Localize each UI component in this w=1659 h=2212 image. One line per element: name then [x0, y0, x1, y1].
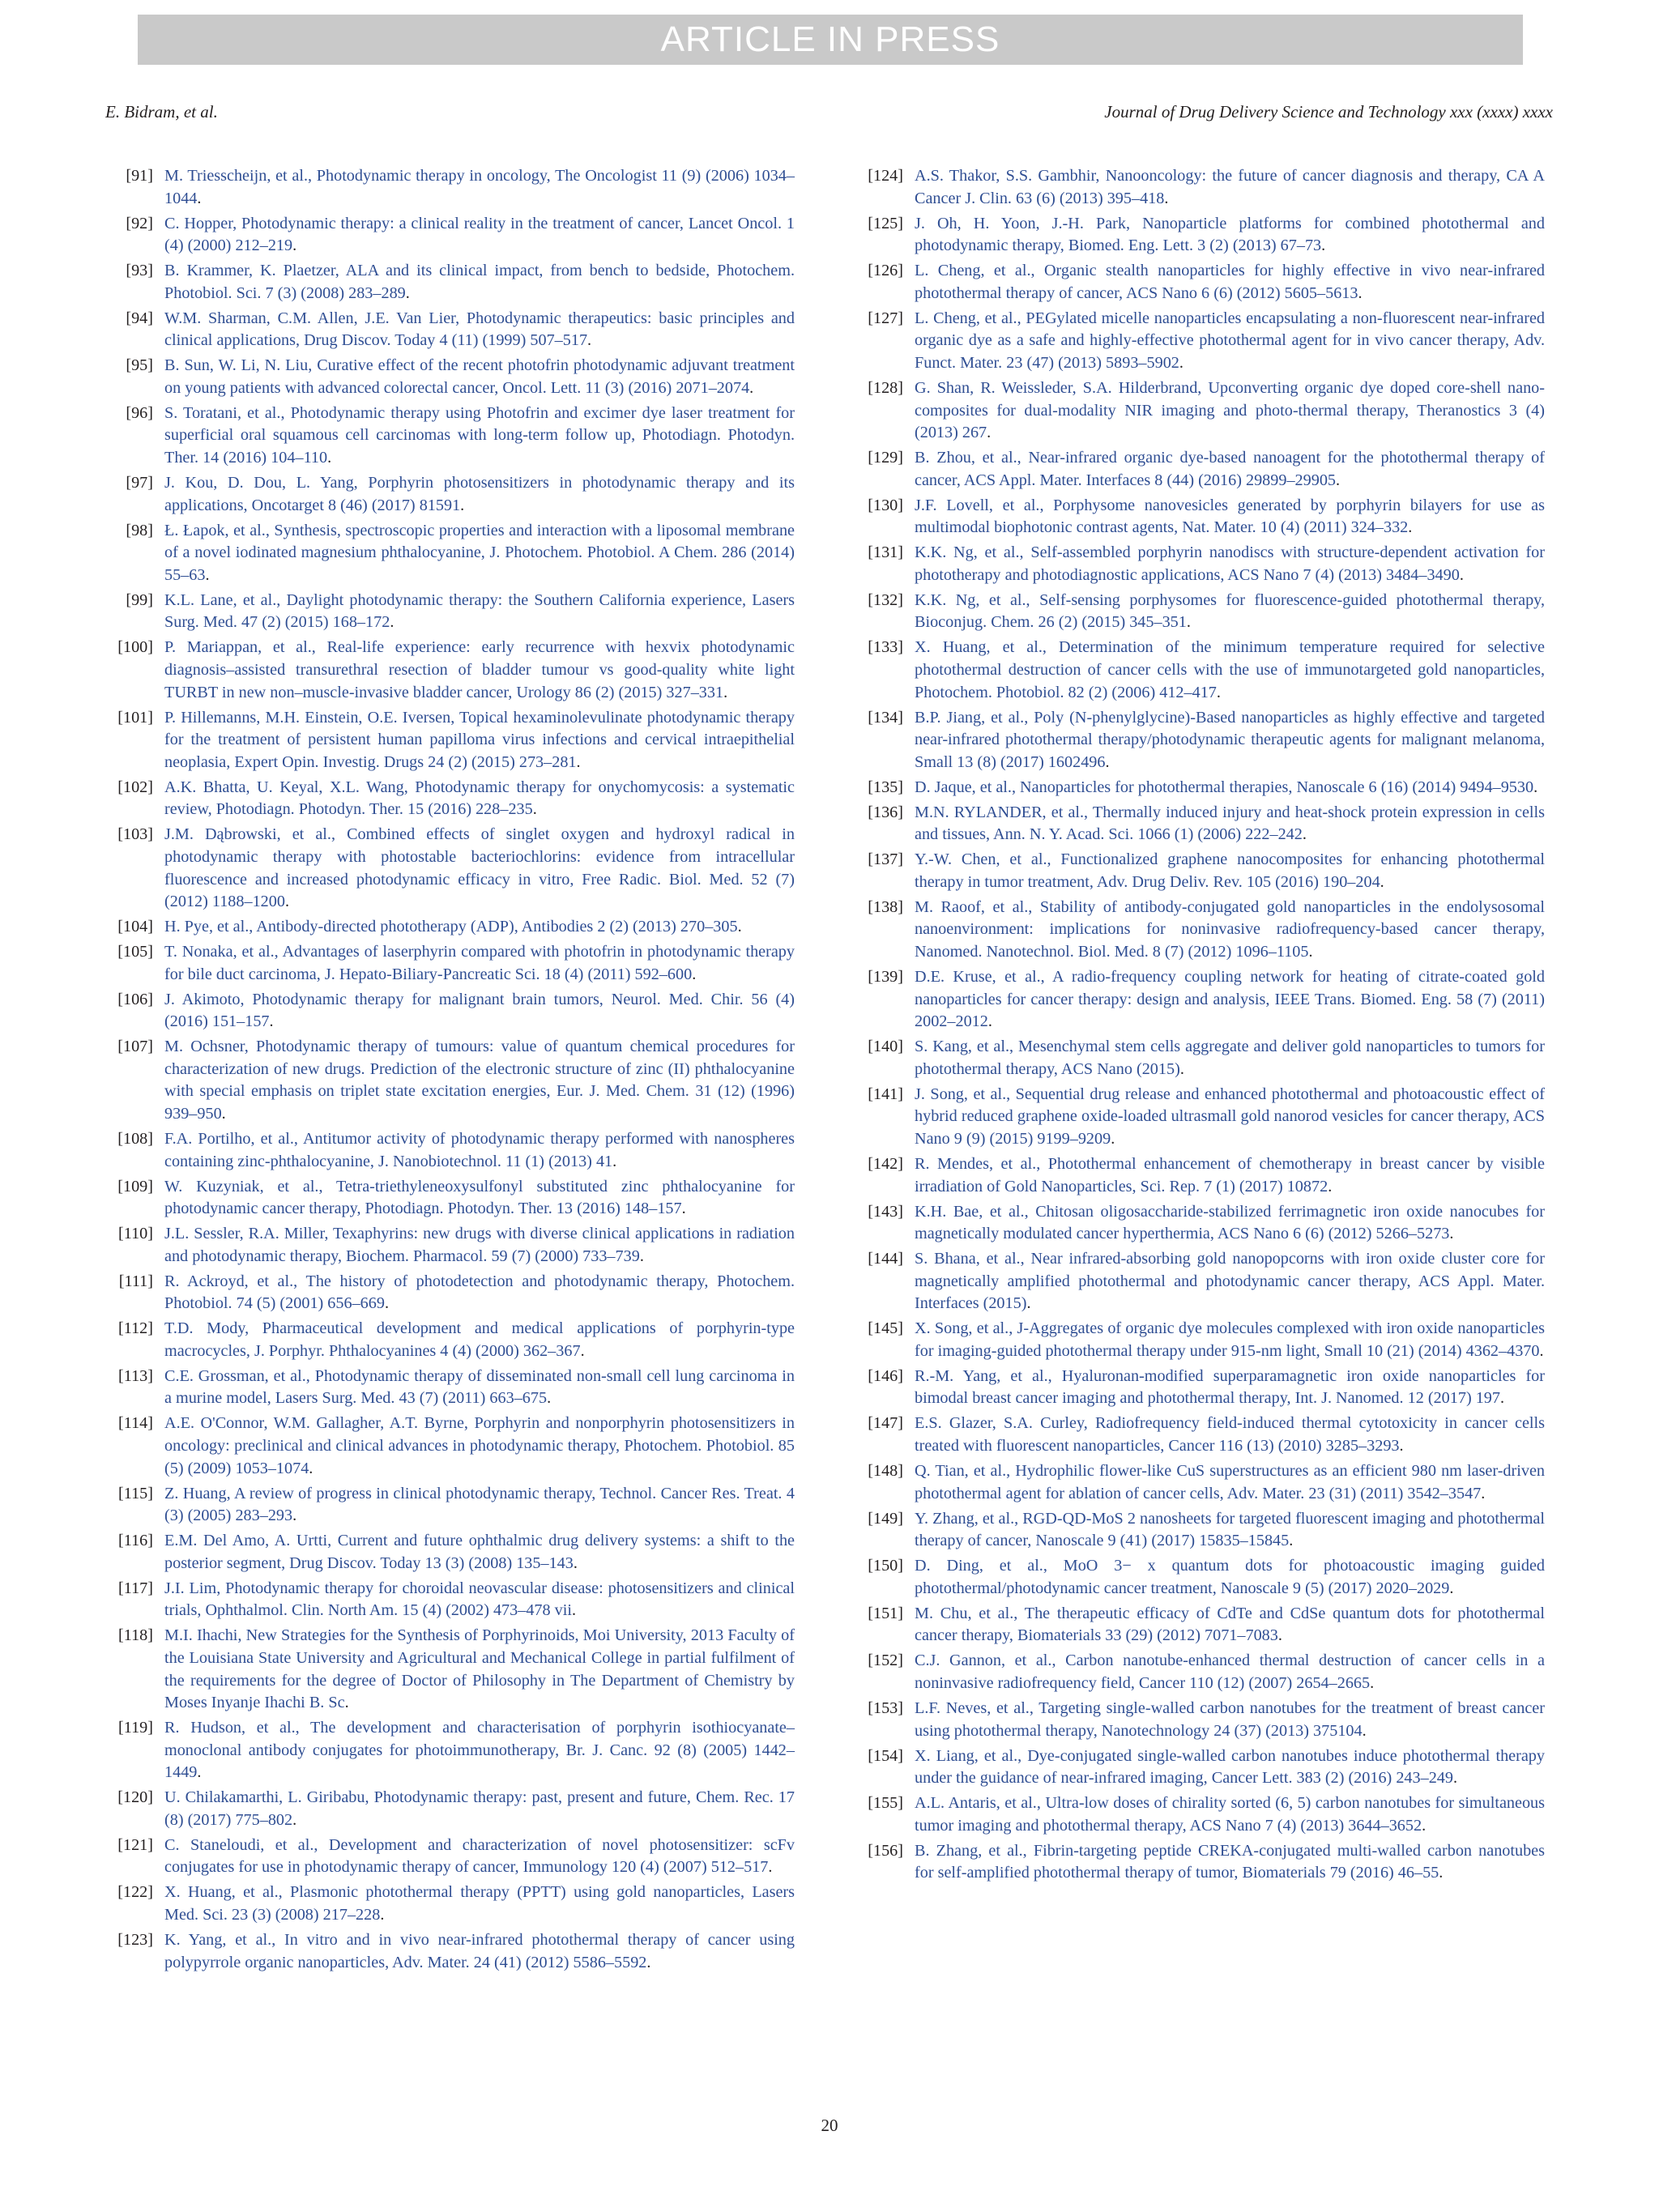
reference-number: [93] — [126, 262, 153, 280]
reference-number: [118] — [118, 1626, 153, 1645]
reference-link[interactable]: X. Huang, et al., Plasmonic photothermal therapy (PPTT) using gold nanoparticles, Lasers Med. Sci. 23 (3) (2008) 217–228. — [164, 1883, 795, 1924]
reference-link[interactable]: J. Kou, D. Dou, L. Yang, Porphyrin photosensitizers in photodynamic therapy and its applications, Oncotarget 8 (46) (2017) 81591. — [164, 474, 795, 514]
reference-number: [156] — [868, 1841, 903, 1860]
reference-number: [129] — [868, 449, 903, 467]
reference-item — [108, 1625, 795, 1714]
reference-link[interactable]: R. Ackroyd, et al., The history of photodetection and photodynamic therapy, Photochem. Photobiol. 74 (5) (2001) 656–669. — [164, 1272, 795, 1313]
reference-item — [858, 1840, 1545, 1885]
reference-number: [114] — [118, 1414, 153, 1433]
reference-period: . — [987, 1012, 992, 1031]
reference-item — [858, 802, 1545, 846]
reference-item — [108, 1835, 795, 1879]
reference-number: [101] — [117, 708, 153, 727]
reference-period: . — [571, 1601, 577, 1620]
reference-number: [95] — [126, 356, 153, 375]
reference-link[interactable]: S. Bhana, et al., Near infrared-absorbing gold nanopopcorns with iron oxide cluster core for magnetically amplified photothermal and photodynamic cancer therapy, ACS Appl. Mater. Interfaces (2015). — [915, 1250, 1545, 1313]
reference-link[interactable]: B. Zhou, et al., Near-infrared organic dye-based nanoagent for the photothermal therapy of cancer, ACS Appl. Mater. Interfaces 8 (44) (2016) 29899–29905. — [915, 449, 1545, 489]
reference-item — [858, 1508, 1545, 1553]
reference-period: . — [269, 1012, 274, 1031]
reference-period: . — [1533, 778, 1538, 796]
reference-period: . — [1453, 1769, 1458, 1788]
reference-item — [108, 1128, 795, 1173]
reference-number: [97] — [126, 474, 153, 492]
reference-item — [858, 447, 1545, 492]
reference-link[interactable]: S. Toratani, et al., Photodynamic therapy using Photofrin and excimer dye laser treatment for superficial oral squamous cell carcinomas with long-term follow up, Photodiagn. Photodyn. Ther. 14 (2016) 104–110. — [164, 403, 795, 467]
reference-link[interactable]: C. Staneloudi, et al., Development and characterization of novel photosensitizer: scFv conjugates for use in photodynamic therapy of cancer, Immunology 120 (4) (2007) 512–517. — [164, 1835, 795, 1877]
reference-item — [858, 1745, 1545, 1790]
reference-link[interactable]: L.F. Neves, et al., Targeting single-walled carbon nanotubes for the treatment of breast cancer using photothermal therapy, Nanotechnology 24 (37) (2013) 375104. — [915, 1698, 1545, 1740]
reference-number: [116] — [118, 1532, 153, 1550]
reference-link[interactable]: X. Song, et al., J-Aggregates of organic dye molecules complexed with iron oxide nanoparticles for imaging-guided photothermal therapy under 915-nm light, Small 10 (21) (2014) 4362–4370. — [915, 1319, 1545, 1360]
reference-link[interactable]: M. Chu, et al., The therapeutic efficacy of CdTe and CdSe quantum dots for photothermal cancer therapy, Biomaterials 33 (29) (2012) 7071–7083. — [915, 1604, 1545, 1645]
reference-item — [858, 1084, 1545, 1151]
reference-link[interactable]: D. Jaque, et al., Nanoparticles for photothermal therapies, Nanoscale 6 (16) (2014) 9494–9530. — [915, 778, 1538, 796]
reference-number: [126] — [868, 262, 903, 280]
reference-number: [105] — [117, 943, 153, 961]
reference-period: . — [1179, 1059, 1184, 1078]
reference-item — [108, 1271, 795, 1315]
reference-number: [140] — [868, 1038, 903, 1056]
reference-period: . — [749, 378, 754, 397]
reference-period: . — [1439, 1864, 1444, 1882]
reference-number: [130] — [868, 496, 903, 514]
reference-link[interactable]: K.K. Ng, et al., Self-sensing porphysomes for fluorescence-guided photothermal therapy, Bioconjug. Chem. 26 (2) (2015) 345–351. — [915, 590, 1545, 632]
reference-link[interactable]: R. Mendes, et al., Photothermal enhancement of chemotherapy in breast cancer by visible irradiation of Gold Nanoparticles, Sci. Rep. 7 (1) (2017) 10872. — [915, 1154, 1545, 1196]
reference-item — [858, 1366, 1545, 1410]
reference-period: . — [1459, 565, 1464, 584]
reference-link[interactable]: A.S. Thakor, S.S. Gambhir, Nanooncology: the future of cancer diagnosis and therapy, CA A Cancer J. Clin. 63 (6) (2013) 395–418. — [915, 167, 1545, 207]
reference-number: [135] — [868, 778, 903, 796]
reference-period: . — [1539, 1341, 1544, 1360]
reference-period: . — [1289, 1532, 1294, 1550]
reference-link[interactable]: C. Hopper, Photodynamic therapy: a clinical reality in the treatment of cancer, Lancet Oncol. 1 (4) (2000) 212–219. — [164, 214, 795, 255]
reference-number: [117] — [118, 1579, 153, 1597]
running-header-authors: E. Bidram, et al. — [105, 102, 218, 121]
reference-link[interactable]: Y.-W. Chen, et al., Functionalized graphene nanocomposites for enhancing photothermal therapy in tumor treatment, Adv. Drug Deliv. Rev. 105 (2016) 190–204. — [915, 850, 1545, 891]
reference-link[interactable]: A.L. Antaris, et al., Ultra-low doses of chirality sorted (6, 5) carbon nanotubes for simultaneous tumor imaging and photothermal therapy, ACS Nano 7 (4) (2013) 3644–3652. — [915, 1794, 1545, 1835]
reference-link[interactable]: J.I. Lim, Photodynamic therapy for choroidal neovascular disease: photosensitizers and clinical trials, Ophthalmol. Clin. North Am. 15 (4) (2002) 473–478 vii. — [164, 1579, 795, 1620]
reference-link[interactable]: J. Oh, H. Yoon, J.-H. Park, Nanoparticle platforms for combined photothermal and photodynamic therapy, Biomed. Eng. Lett. 3 (2) (2013) 67–73. — [915, 214, 1545, 255]
reference-item — [108, 916, 795, 939]
reference-item — [858, 1603, 1545, 1647]
reference-number: [123] — [117, 1931, 153, 1950]
reference-number: [108] — [117, 1129, 153, 1148]
reference-item — [108, 824, 795, 913]
reference-period: . — [532, 800, 537, 819]
reference-number: [120] — [117, 1788, 153, 1807]
reference-number: [152] — [868, 1652, 903, 1670]
reference-link[interactable]: L. Cheng, et al., Organic stealth nanoparticles for highly effective in vivo near-infrared photothermal therapy of cancer, ACS Nano 6 (6) (2012) 5605–5613. — [915, 262, 1545, 302]
reference-link[interactable]: E.M. Del Amo, A. Urtti, Current and future ophthalmic drug delivery systems: a shift to the posterior segment, Drug Discov. Today 13 (3) (2008) 135–143. — [164, 1532, 795, 1572]
reference-item — [858, 542, 1545, 586]
reference-link[interactable]: Ł. Łapok, et al., Synthesis, spectroscopic properties and interaction with a liposomal membrane of a novel iodinated magnesium phthalocyanine, J. Photochem. Photobiol. A Chem. 286 (2014) 55–63. — [164, 521, 795, 584]
reference-number: [91] — [126, 167, 153, 185]
reference-number: [103] — [117, 825, 153, 844]
reference-period: . — [1358, 283, 1363, 302]
reference-number: [104] — [117, 918, 153, 936]
reference-period: . — [1186, 613, 1191, 632]
reference-item — [108, 941, 795, 986]
references-column-right — [858, 165, 1545, 1887]
reference-link[interactable]: B. Sun, W. Li, N. Liu, Curative effect of the recent photofrin photodynamic adjuvant treatment on young patients with advanced colorectal cancer, Oncol. Lett. 11 (3) (2016) 2071–2074. — [164, 356, 795, 397]
reference-link[interactable]: P. Mariappan, et al., Real-life experience: early recurrence with hexvix photodynamic diagnosis–assisted transurethral resection of bladder tumour vs good-quality white light TURBT in new non–muscle-invasive bladder cancer, Urology 86 (2) (2015) 327–331. — [164, 638, 795, 701]
reference-period: . — [1449, 1579, 1454, 1597]
reference-number: [119] — [118, 1719, 153, 1737]
reference-link[interactable]: J.M. Dąbrowski, et al., Combined effects of singlet oxygen and hydroxyl radical in photodynamic therapy with photostable bacteriochlorins: evidence from intracellular fluorescence and increased photodynamic efficacy in vitro, Free Radic. Biol. Med. 52 (7) (2012) 1188–1200. — [164, 825, 795, 911]
reference-link[interactable]: U. Chilakamarthi, L. Giribabu, Photodynamic therapy: past, present and future, Chem. Rec. 17 (8) (2017) 775–802. — [164, 1788, 795, 1829]
reference-item — [858, 707, 1545, 774]
reference-period: . — [587, 331, 592, 350]
reference-link[interactable]: A.K. Bhatta, U. Keyal, X.L. Wang, Photodynamic therapy for onychomycosis: a systematic review, Photodiagn. Photodyn. Ther. 15 (2016) 228–235. — [164, 778, 795, 819]
reference-period: . — [612, 1152, 617, 1170]
reference-period: . — [1164, 189, 1169, 207]
reference-period: . — [1408, 518, 1413, 537]
reference-item — [108, 1929, 795, 1974]
reference-number: [110] — [118, 1225, 153, 1243]
reference-period: . — [1321, 237, 1326, 255]
reference-item — [858, 260, 1545, 305]
reference-item — [108, 165, 795, 210]
reference-number: [139] — [868, 968, 903, 987]
reference-item — [108, 590, 795, 634]
reference-link[interactable]: T.D. Mody, Pharmaceutical development and medical applications of porphyrin-type macrocycles, J. Porphyr. Phthalocyanines 4 (4) (2000) 362–367. — [164, 1319, 795, 1360]
reference-period: . — [1362, 1721, 1367, 1740]
reference-link[interactable]: W. Kuzyniak, et al., Tetra-triethyleneoxysulfonyl substituted zinc phthalocyanine for photodynamic cancer therapy, Photodiagn. Photodyn. Ther. 13 (2016) 148–157. — [164, 1177, 795, 1218]
reference-number: [131] — [868, 543, 903, 562]
reference-number: [106] — [117, 990, 153, 1008]
reference-period: . — [344, 1694, 349, 1712]
reference-period: . — [1328, 1177, 1333, 1196]
reference-item — [858, 308, 1545, 375]
reference-item — [858, 1153, 1545, 1198]
reference-number: [133] — [868, 638, 903, 657]
reference-number: [122] — [117, 1883, 153, 1902]
reference-period: . — [580, 1341, 585, 1360]
reference-number: [115] — [118, 1484, 153, 1502]
reference-item — [858, 377, 1545, 445]
reference-period: . — [292, 1507, 297, 1525]
reference-number: [92] — [126, 214, 153, 232]
reference-number: [145] — [868, 1319, 903, 1338]
reference-period: . — [390, 613, 394, 632]
reference-link[interactable]: L. Cheng, et al., PEGylated micelle nanoparticles encapsulating a non-fluorescent near-infrared organic dye as a safe and highly-effective photothermal agent for in vivo cancer therapy, Adv. Funct. Mater. 23 (47) (2013) 5893–5902. — [915, 309, 1545, 372]
reference-item — [858, 1792, 1545, 1837]
reference-item — [108, 1717, 795, 1784]
reference-number: [143] — [868, 1202, 903, 1221]
reference-period: . — [987, 424, 992, 442]
reference-link[interactable]: B. Zhang, et al., Fibrin-targeting peptide CREKA-conjugated multi-walled carbon nanotubes for self-amplified photothermal therapy of tumor, Biomaterials 79 (2016) 46–55. — [915, 1841, 1545, 1882]
reference-item — [858, 1248, 1545, 1315]
reference-item — [858, 495, 1545, 539]
reference-link[interactable]: W.M. Sharman, C.M. Allen, J.E. Van Lier, Photodynamic therapeutics: basic principles and clinical applications, Drug Discov. Today 4 (11) (1999) 507–517. — [164, 309, 795, 350]
reference-period: . — [723, 683, 728, 701]
reference-item — [108, 1366, 795, 1410]
reference-link[interactable]: R. Hudson, et al., The development and characterisation of porphyrin isothiocyanate–monoclonal antibody conjugates for photoimmunotherapy, Br. J. Canc. 92 (8) (2005) 1442–1449. — [164, 1719, 795, 1782]
reference-item — [858, 165, 1545, 210]
reference-number: [98] — [126, 521, 153, 539]
reference-period: . — [292, 237, 297, 255]
reference-link[interactable]: M. Triesscheijn, et al., Photodynamic therapy in oncology, The Oncologist 11 (9) (2006) 1034–1044. — [164, 167, 795, 207]
reference-period: . — [405, 283, 410, 302]
reference-link[interactable]: K. Yang, et al., In vitro and in vivo near-infrared photothermal therapy of cancer using polypyrrole organic nanoparticles, Adv. Mater. 24 (41) (2012) 5586–5592. — [164, 1931, 795, 1971]
reference-item — [108, 520, 795, 587]
reference-link[interactable]: Q. Tian, et al., Hydrophilic flower-like CuS superstructures as an efficient 980 nm laser-driven photothermal agent for ablation of cancer cells, Adv. Mater. 23 (31) (2011) 3542–3547. — [915, 1462, 1545, 1502]
reference-number: [94] — [126, 309, 153, 327]
reference-link[interactable]: D. Ding, et al., MoO 3− x quantum dots for photoacoustic imaging guided photothermal/photodynamic cancer treatment, Nanoscale 9 (5) (2017) 2020–2029. — [915, 1557, 1545, 1597]
reference-item — [108, 637, 795, 704]
reference-period: . — [1111, 1129, 1115, 1148]
references-column-left — [108, 165, 795, 1977]
reference-item — [108, 213, 795, 258]
running-header-journal: Journal of Drug Delivery Science and Technology xxx (xxxx) xxxx — [1104, 102, 1553, 121]
reference-item — [108, 1882, 795, 1926]
reference-period: . — [1277, 1626, 1282, 1645]
reference-item — [858, 1698, 1545, 1742]
reference-period: . — [197, 1763, 202, 1782]
reference-number: [151] — [868, 1604, 903, 1622]
reference-link[interactable]: J.L. Sessler, R.A. Miller, Texaphyrins: new drugs with diverse clinical applications in radiation and photodynamic therapy, Biochem. Pharmacol. 59 (7) (2000) 733–739. — [164, 1225, 795, 1265]
reference-number: [124] — [868, 167, 903, 185]
reference-item — [858, 849, 1545, 893]
reference-link[interactable]: S. Kang, et al., Mesenchymal stem cells aggregate and deliver gold nanoparticles to tumors for photothermal therapy, ACS Nano (2015). — [915, 1038, 1545, 1078]
reference-period: . — [1308, 943, 1313, 961]
reference-number: [149] — [868, 1509, 903, 1528]
reference-item — [108, 1578, 795, 1622]
reference-number: [138] — [868, 897, 903, 916]
reference-link[interactable]: Y. Zhang, et al., RGD-QD-MoS 2 nanosheets for targeted fluorescent imaging and photothermal therapy of cancer, Nanoscale 9 (41) (2017) 15835–15845. — [915, 1509, 1545, 1550]
reference-link[interactable]: K.K. Ng, et al., Self-assembled porphyrin nanodiscs with structure-dependent activation for phototherapy and photodiagnostic applications, ACS Nano 7 (4) (2013) 3484–3490. — [915, 543, 1545, 584]
reference-item — [108, 1223, 795, 1268]
reference-number: [109] — [117, 1177, 153, 1196]
reference-period: . — [692, 965, 697, 983]
reference-item — [108, 707, 795, 774]
reference-period: . — [1422, 1816, 1427, 1835]
reference-number: [148] — [868, 1462, 903, 1481]
reference-item — [108, 989, 795, 1034]
reference-item — [108, 1483, 795, 1528]
reference-link[interactable]: K.H. Bae, et al., Chitosan oligosaccharide-stabilized ferrimagnetic iron oxide nanocubes for magnetically modulated cancer hyperthermia, ACS Nano 6 (6) (2012) 5266–5273. — [915, 1202, 1545, 1243]
reference-item — [858, 777, 1545, 799]
reference-link[interactable]: M.I. Ihachi, New Strategies for the Synthesis of Porphyrinoids, Moi University, 2013 Faculty of the Louisiana State University and Agricultural and Mechanical College in partial fulfilment of the requirements for the degree of Doctor of Philosophy in The Department of Chemistry by Moses Inyanje Ihachi B. Sc. — [164, 1626, 795, 1712]
reference-item — [858, 897, 1545, 964]
reference-number: [112] — [118, 1319, 153, 1338]
reference-number: [153] — [868, 1698, 903, 1717]
reference-link[interactable]: T. Nonaka, et al., Advantages of laserphyrin compared with photofrin in photodynamic therapy for bile duct carcinoma, J. Hepato-Biliary-Pancreatic Sci. 18 (4) (2011) 592–600. — [164, 943, 795, 983]
reference-number: [96] — [126, 403, 153, 422]
reference-link[interactable]: P. Hillemanns, M.H. Einstein, O.E. Iversen, Topical hexaminolevulinate photodynamic therapy for the treatment of persistent human papilloma virus infections and cervical intraepithelial neoplasia, Expert Opin. Investig. Drugs 24 (2) (2015) 273–281. — [164, 708, 795, 771]
reference-link[interactable]: H. Pye, et al., Antibody-directed phototherapy (ADP), Antibodies 2 (2) (2013) 270–305. — [164, 918, 742, 936]
reference-period: . — [573, 1554, 578, 1572]
reference-link[interactable]: R.-M. Yang, et al., Hyaluronan-modified superparamagnetic iron oxide nanoparticles for bimodal breast cancer imaging and photothermal therapy, Int. J. Nanomed. 12 (2017) 197. — [915, 1366, 1545, 1408]
reference-period: . — [1105, 752, 1110, 771]
reference-link[interactable]: M. Ochsner, Photodynamic therapy of tumours: value of quantum chemical procedures for characterization of new drugs. Prediction of the electronic structure of zinc (II) phthalocyanine with special emphasis on triplet state excitation energies, Eur. J. Med. Chem. 31 (12) (1996) 939–950. — [164, 1038, 795, 1123]
reference-number: [137] — [868, 850, 903, 869]
reference-link[interactable]: K.L. Lane, et al., Daylight photodynamic therapy: the Southern California experience, Lasers Surg. Med. 47 (2) (2015) 168–172. — [164, 590, 795, 632]
page-number: 20 — [821, 2116, 838, 2135]
reference-number: [125] — [868, 214, 903, 232]
reference-number: [141] — [868, 1085, 903, 1103]
reference-period: . — [197, 189, 202, 207]
reference-item — [858, 213, 1545, 258]
reference-number: [107] — [117, 1038, 153, 1056]
reference-number: [136] — [868, 803, 903, 821]
reference-item — [108, 1530, 795, 1575]
reference-item — [108, 472, 795, 517]
reference-period: . — [292, 1810, 297, 1829]
reference-period: . — [1380, 872, 1384, 891]
reference-number: [128] — [868, 378, 903, 397]
reference-period: . — [639, 1247, 644, 1265]
reference-item — [108, 777, 795, 821]
reference-link[interactable]: F.A. Portilho, et al., Antitumor activity of photodynamic therapy performed with nanospheres containing zinc-phthalocyanine, J. Nanobiotechnol. 11 (1) (2013) 41. — [164, 1129, 795, 1170]
reference-item — [108, 1036, 795, 1125]
reference-number: [127] — [868, 309, 903, 327]
reference-link[interactable]: G. Shan, R. Weissleder, S.A. Hilderbrand, Upconverting organic dye doped core-shell nano-composites for dual-modality NIR imaging and photo-thermal therapy, Theranostics 3 (4) (2013) 267. — [915, 378, 1545, 442]
reference-number: [99] — [126, 590, 153, 609]
reference-link[interactable]: J.F. Lovell, et al., Porphysome nanovesicles generated by porphyrin bilayers for use as multimodal biophotonic contrast agents, Nat. Mater. 10 (4) (2011) 324–332. — [915, 496, 1545, 537]
reference-period: . — [380, 1906, 385, 1924]
reference-period: . — [768, 1858, 773, 1877]
reference-item — [858, 637, 1545, 704]
reference-item — [108, 355, 795, 399]
reference-link[interactable]: A.E. O'Connor, W.M. Gallagher, A.T. Byrne, Porphyrin and nonporphyrin photosensitizers in oncology: preclinical and clinical advances in photodynamic therapy, Photochem. Photobiol. 85 (5) (2009) 1053–1074. — [164, 1414, 795, 1477]
reference-number: [134] — [868, 708, 903, 727]
reference-item — [858, 1036, 1545, 1080]
reference-item — [108, 308, 795, 352]
reference-link[interactable]: M.N. RYLANDER, et al., Thermally induced injury and heat-shock protein expression in cells and tissues, Ann. N. Y. Acad. Sci. 1066 (1) (2006) 222–242. — [915, 803, 1545, 844]
reference-link[interactable]: E.S. Glazer, S.A. Curley, Radiofrequency field-induced thermal cytotoxicity in cancer cells treated with fluorescent nanoparticles, Cancer 116 (13) (2010) 3285–3293. — [915, 1414, 1545, 1455]
reference-link[interactable]: D.E. Kruse, et al., A radio-frequency coupling network for heating of citrate-coated gold nanoparticles for cancer therapy: design and analysis, IEEE Trans. Biomed. Eng. 58 (7) (2011) 2002–2012. — [915, 968, 1545, 1031]
reference-link[interactable]: J. Song, et al., Sequential drug release and enhanced photothermal and photoacoustic effect of hybrid reduced graphene oxide-loaded ultrasmall gold nanorod vesicles for cancer therapy, ACS Nano 9 (9) (2015) 9199–9209. — [915, 1085, 1545, 1148]
reference-period: . — [547, 1389, 552, 1408]
reference-number: [154] — [868, 1746, 903, 1765]
reference-period: . — [1399, 1437, 1404, 1455]
reference-link[interactable]: C.J. Gannon, et al., Carbon nanotube-enhanced thermal destruction of cancer cells in a noninvasive radiofrequency field, Cancer 110 (12) (2007) 2654–2665. — [915, 1652, 1545, 1692]
reference-number: [146] — [868, 1366, 903, 1385]
reference-period: . — [1336, 471, 1341, 489]
reference-item — [108, 260, 795, 305]
reference-period: . — [309, 1459, 313, 1477]
reference-item — [108, 1787, 795, 1831]
reference-period: . — [1370, 1673, 1375, 1692]
reference-period: . — [205, 565, 210, 584]
reference-number: [113] — [118, 1366, 153, 1385]
reference-link[interactable]: J. Akimoto, Photodynamic therapy for malignant brain tumors, Neurol. Med. Chir. 56 (4) (2016) 151–157. — [164, 990, 795, 1031]
reference-number: [100] — [117, 638, 153, 657]
reference-item — [108, 1413, 795, 1480]
reference-item — [108, 1318, 795, 1362]
reference-link[interactable]: X. Liang, et al., Dye-conjugated single-walled carbon nanotubes induce photothermal therapy under the guidance of near-infrared imaging, Cancer Lett. 383 (2) (2016) 243–249. — [915, 1746, 1545, 1788]
reference-period: . — [1302, 825, 1307, 844]
reference-link[interactable]: X. Huang, et al., Determination of the minimum temperature required for selective photothermal destruction of cancer cells with the use of immunotargeted gold nanoparticles, Photochem. Photobiol. 82 (2) (2006) 412–417. — [915, 638, 1545, 701]
article-in-press-banner: ARTICLE IN PRESS — [138, 15, 1523, 65]
reference-period: . — [681, 1200, 686, 1218]
reference-item — [108, 1176, 795, 1221]
reference-period: . — [737, 918, 742, 936]
reference-number: [144] — [868, 1250, 903, 1268]
reference-number: [132] — [868, 590, 903, 609]
reference-period: . — [460, 496, 465, 514]
reference-period: . — [1449, 1225, 1454, 1243]
reference-link[interactable]: M. Raoof, et al., Stability of antibody-conjugated gold nanoparticles in the endolysosomal nanoenvironment: implications for noninvasive radiofrequency-based cancer therapy, Nanomed. Nanotechnol. Biol. Med. 8 (7) (2012) 1096–1105. — [915, 897, 1545, 961]
reference-period: . — [384, 1294, 390, 1313]
reference-period: . — [284, 893, 290, 911]
reference-period: . — [1026, 1294, 1031, 1313]
reference-period: . — [1481, 1484, 1486, 1502]
reference-period: . — [221, 1105, 226, 1123]
reference-item — [858, 966, 1545, 1034]
reference-number: [102] — [117, 778, 153, 796]
reference-item — [858, 1201, 1545, 1246]
reference-link[interactable]: B.P. Jiang, et al., Poly (N-phenylglycine)-Based nanoparticles as highly effective and targeted near-infrared photothermal therapy/photodynamic therapeutic agents for malignant melanoma, Small 13 (8) (2017) 1602496. — [915, 708, 1545, 771]
reference-item — [858, 1555, 1545, 1600]
reference-item — [858, 590, 1545, 634]
reference-period: . — [646, 1953, 651, 1971]
reference-link[interactable]: C.E. Grossman, et al., Photodynamic therapy of disseminated non-small cell lung carcinoma in a murine model, Lasers Surg. Med. 43 (7) (2011) 663–675. — [164, 1366, 795, 1408]
reference-number: [121] — [117, 1835, 153, 1854]
reference-period: . — [1179, 353, 1183, 372]
reference-link[interactable]: Z. Huang, A review of progress in clinical photodynamic therapy, Technol. Cancer Res. Treat. 4 (3) (2005) 283–293. — [164, 1484, 795, 1525]
reference-number: [111] — [118, 1272, 153, 1290]
reference-number: [147] — [868, 1414, 903, 1433]
reference-period: . — [1500, 1389, 1505, 1408]
reference-period: . — [327, 449, 332, 467]
reference-item — [858, 1650, 1545, 1694]
reference-period: . — [1216, 683, 1221, 701]
reference-link[interactable]: B. Krammer, K. Plaetzer, ALA and its clinical impact, from bench to bedside, Photochem. Photobiol. Sci. 7 (3) (2008) 283–289. — [164, 262, 795, 302]
reference-item — [858, 1413, 1545, 1457]
reference-number: [142] — [868, 1154, 903, 1173]
reference-number: [150] — [868, 1557, 903, 1575]
reference-number: [155] — [868, 1794, 903, 1813]
reference-item — [858, 1318, 1545, 1362]
reference-item — [108, 403, 795, 470]
reference-item — [858, 1460, 1545, 1505]
reference-period: . — [576, 752, 581, 771]
